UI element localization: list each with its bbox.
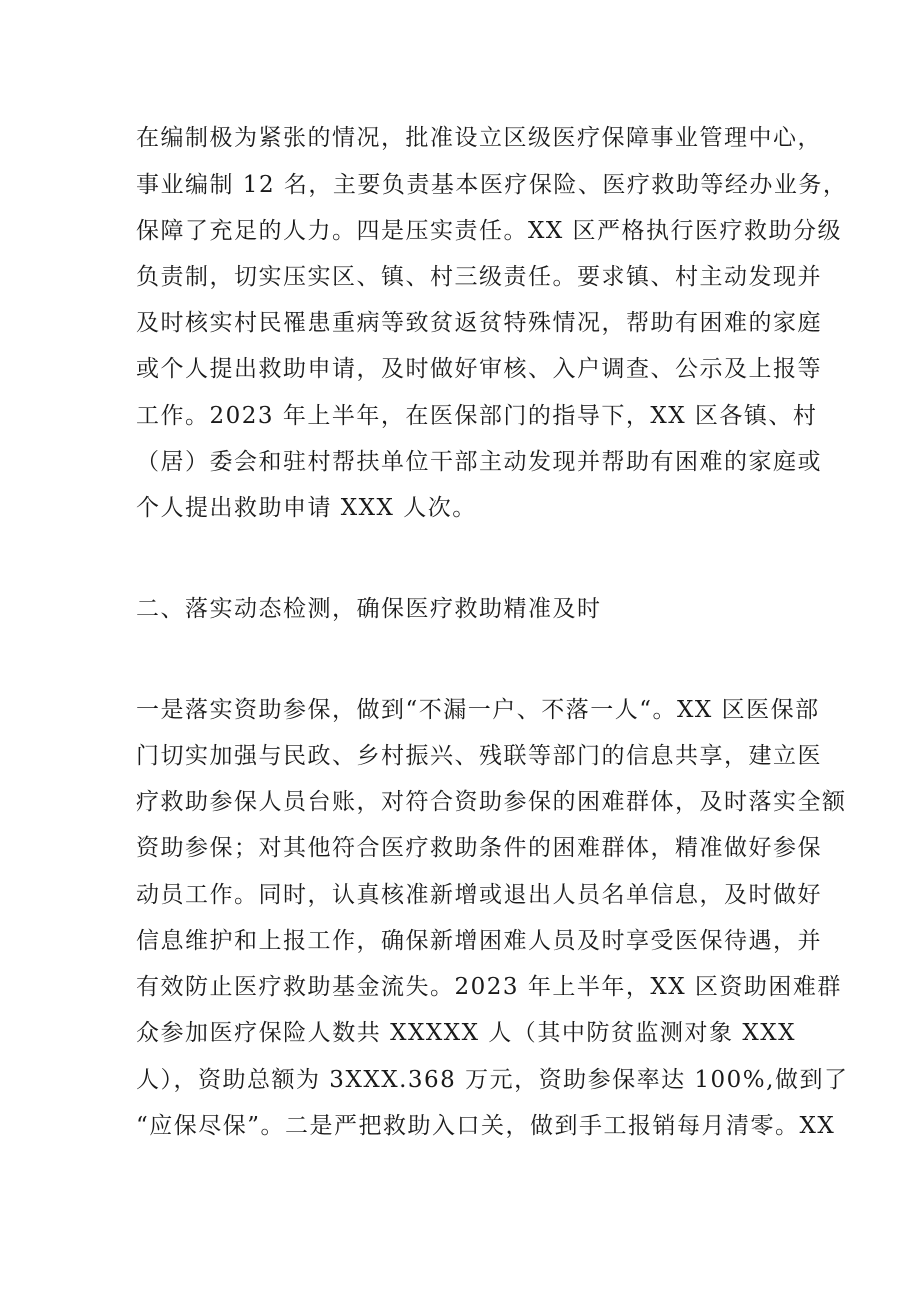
- paragraph-1-line-1: 在编制极为紧张的情况，批准设立区级医疗保障事业管理中心，: [136, 125, 822, 151]
- paragraph-2-line-8: 众参加医疗保险人数共 XXXXX 人（其中防贫监测对象 XXX: [136, 1020, 796, 1046]
- paragraph-1-line-5: 及时核实村民罹患重病等致贫返贫特殊情况，帮助有困难的家庭: [136, 310, 822, 336]
- paragraph-1-line-3: 保障了充足的人力。四是压实责任。XX 区严格执行医疗救助分级: [136, 218, 843, 244]
- paragraph-1-line-2: 事业编制 12 名，主要负责基本医疗保险、医疗救助等经办业务，: [136, 172, 848, 198]
- paragraph-2-line-3: 疗救助参保人员台账，对符合资助参保的困难群体，及时落实全额: [136, 789, 847, 815]
- paragraph-1-line-7: 工作。2023 年上半年，在医保部门的指导下，XX 区各镇、村: [136, 403, 818, 429]
- paragraph-2-line-4: 资助参保；对其他符合医疗救助条件的困难群体，精准做好参保: [136, 835, 822, 861]
- paragraph-1-line-8: （居）委会和驻村帮扶单位干部主动发现并帮助有困难的家庭或: [136, 449, 822, 475]
- paragraph-2-line-2: 门切实加强与民政、乡村振兴、残联等部门的信息共享，建立医: [136, 743, 822, 769]
- paragraph-2-line-7: 有效防止医疗救助基金流失。2023 年上半年，XX 区资助困难群: [136, 974, 842, 1000]
- paragraph-1-line-6: 或个人提出救助申请，及时做好审核、入户调查、公示及上报等: [136, 356, 822, 382]
- paragraph-2-line-9: 人），资助总额为 3XXX.368 万元，资助参保率达 100%,做到了: [136, 1067, 849, 1093]
- paragraph-2-line-1: 一是落实资助参保，做到“不漏一户、不落一人“。XX 区医保部: [136, 697, 820, 723]
- paragraph-2-line-10: “应保尽保”。二是严把救助入口关，做到手工报销每月清零。XX: [136, 1113, 836, 1139]
- paragraph-1-line-9: 个人提出救助申请 XXX 人次。: [136, 495, 477, 521]
- section-heading: 二、落实动态检测，确保医疗救助精准及时: [136, 596, 602, 622]
- paragraph-2-line-6: 信息维护和上报工作，确保新增困难人员及时享受医保待遇，并: [136, 928, 822, 954]
- paragraph-2-line-5: 动员工作。同时，认真核准新增或退出人员名单信息，及时做好: [136, 882, 822, 908]
- paragraph-1-line-4: 负责制，切实压实区、镇、村三级责任。要求镇、村主动发现并: [136, 264, 822, 290]
